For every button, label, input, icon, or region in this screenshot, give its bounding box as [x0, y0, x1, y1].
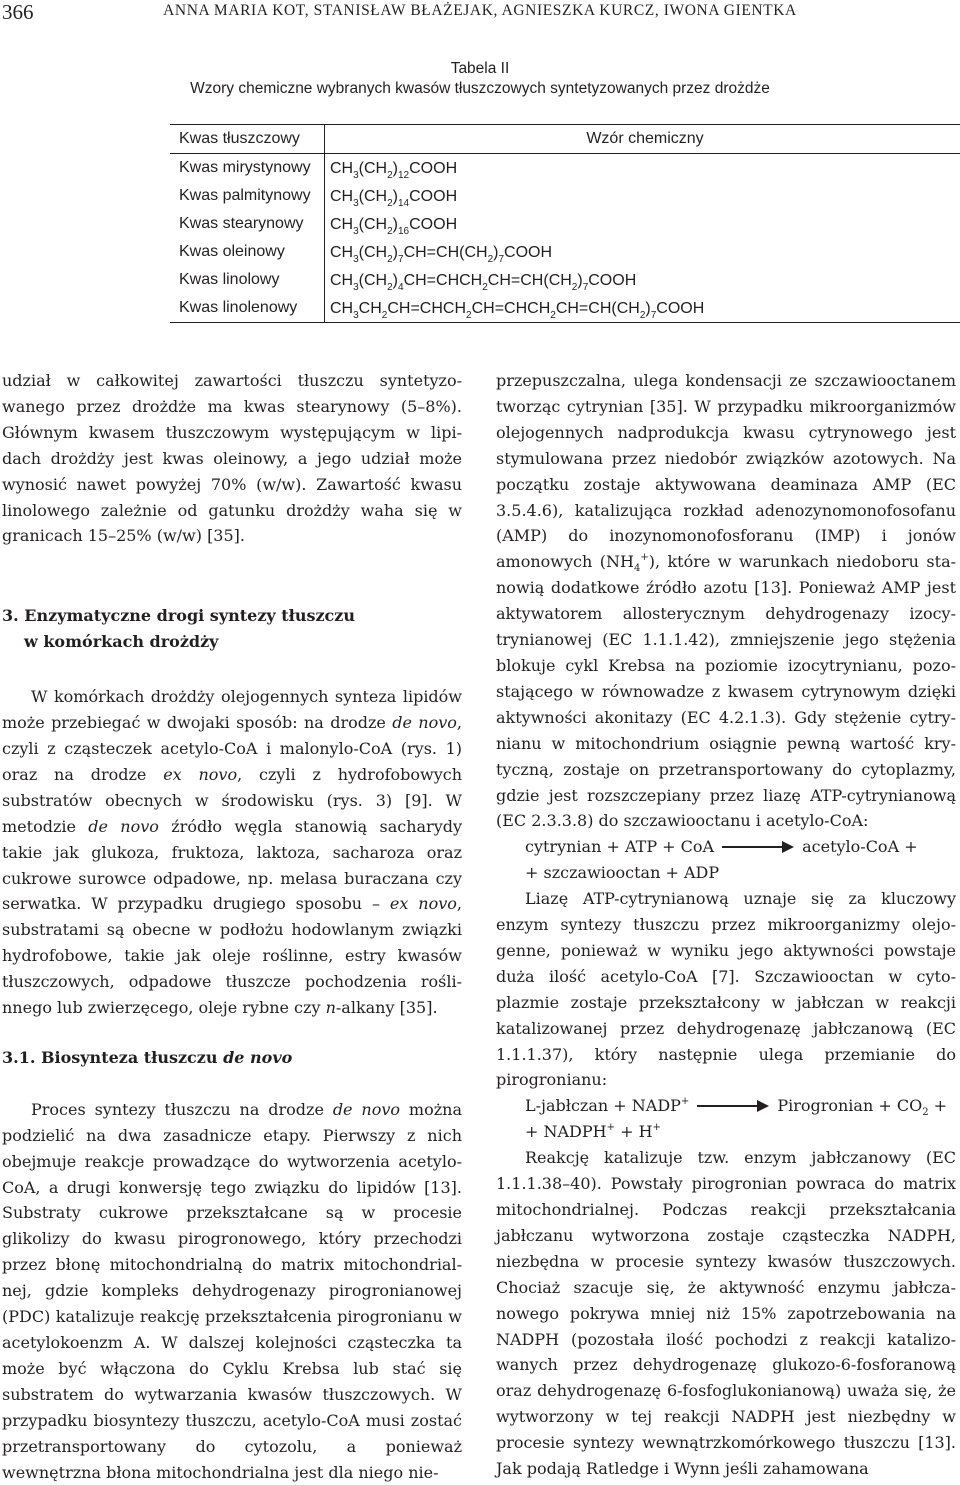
- reaction-arrow-icon: [722, 846, 792, 848]
- table-row: [170, 182, 960, 210]
- table-row: [170, 266, 960, 294]
- table-row: [170, 210, 960, 238]
- chemical-formula: $CH_3CH_2CH=CHCH_2CH=CHCH_2CH=CH(CH_2)_7COOH$: [324, 294, 960, 322]
- table-label: Tabela II: [450, 60, 510, 77]
- paragraph: Liazę ATP-cytrynianową uznaje się za kluczowy enzym syntezy tłuszczu przez mikroorganizmy olejogenne, ponieważ w wyniku jego aktywności powstaje duża ilość acetylo-CoA [7]. Szczawiooctan w cytoplazmie zostaje przekształcony w jabłczan w reakcji katalizowanej przez dehydrogenazę jabłczanową (EC 1.1.1.37), który następnie ulega przemianie do pirogronianu:: [496, 889, 956, 1090]
- page-number: 366: [2, 0, 34, 24]
- right-column: [496, 368, 956, 1482]
- paragraph: Proces syntezy tłuszczu na drodze de novo można podzielić na dwa zasadnicze etapy. Pierwszy z nich obejmuje reakcje prowadzące do wytworzenia acetylo-CoA, a drugi konwersję tego związku do lipidów [13]. Substraty cukrowe przekształcane są w procesie glikolizy do kwasu pirogronowego, który przechodzi przez błonę mitochondrialną do matrix mitochondrialnej, gdzie kompleks dehydrogenazy pirogronianowej (PDC) katalizuje reakcję przekształcenia pirogronianu w acetylokoenzm A. W dalszej kolejności cząsteczka ta może być włączona do Cyklu Krebsa lub stać się substratem do wytwarzania kwasów tłuszczowych. W przypadku biosyntezy tłuszczu, acetylo-CoA musi zostać przetransportowany do cytozolu, a ponieważ wewnętrzna błona mitochondrialna jest dla niego nie-: [2, 1099, 462, 1482]
- chemical-formula: $CH_3(CH_2)_{16}COOH$: [324, 210, 960, 238]
- paragraph: udział w całkowitej zawartości tłuszczu syntetyzowanego przez drożdże ma kwas stearynowy (5–8%). Głównym kwasem tłuszczowym występującym w lipidach drożdży jest kwas oleinowy, a jego udział może wynosić nawet powyżej 70% (w/w). Zawartość kwasu linolowego zależnie od gatunku drożdży waha się w granicach 15–25% (w/w) [35].: [2, 371, 462, 546]
- fatty-acid-name: Kwas oleinowy: [179, 243, 285, 260]
- equation-malic-enzyme: L-jabłczan + NADP+ Pirogronian + $CO_2$ +: [525, 1096, 948, 1119]
- equation-citrate-lyase: cytrynian + ATP + CoA acetylo-CoA +: [525, 837, 918, 857]
- reaction-arrow-icon: [697, 1105, 767, 1107]
- fatty-acid-name: Kwas linolowy: [179, 271, 280, 288]
- left-column: [2, 368, 462, 1485]
- table-caption: Wzory chemiczne wybranych kwasów tłuszczowych syntetyzowanych przez drożdże: [190, 80, 770, 97]
- paragraph: W komórkach drożdży olejogennych synteza lipidów może przebiegać w dwojaki sposób: na drodze de novo, czyli z cząsteczek acetylo-CoA i malonylo-CoA (rys. 1) oraz na drodze ex novo, czyli z hydrofobowych substratów obecnych w środowisku (rys. 3) [9]. W metodzie de novo źródło węgla stanowią sacharydy takie jak glukoza, fruktoza, laktoza, sacharoza oraz cukrowe surowce odpadowe, np. melasa buraczana czy serwatka. W przypadku drugiego sposobu – ex novo, substratami są obecne w podłożu hodowlanym związki hydrofobowe, takie jak oleje roślinne, estry kwasów tłuszczowych, odpadowe tłuszcze pochodzenia roślinnego lub zwierzęcego, oleje rybne czy n-alkany [35].: [2, 687, 463, 1018]
- table-body: [170, 154, 960, 322]
- col-header-formula: Wzór chemiczny: [324, 125, 960, 153]
- table-row: [170, 294, 960, 322]
- section-heading-3: 3. Enzymatyczne drogi syntezy tłuszczu w komórkach drożdży: [2, 606, 355, 652]
- chemical-formula: $CH_3(CH_2)_4CH=CHCH_2CH=CH(CH_2)_7COOH$: [324, 266, 960, 294]
- fatty-acid-formula-table: [170, 124, 960, 323]
- paragraph: Reakcję katalizuje tzw. enzym jabłczanowy (EC 1.1.1.38–40). Powstały pirogronian powraca do matrix mitochondrialnej. Podczas reakcji przekształcania jabłczanu wytworzona zostaje cząsteczka NADPH, niezbędna w procesie syntezy kwasów tłuszczowych. Chociaż szacuje się, że aktywność enzymu jabłczanowego pokrywa mniej niż 15% zapotrzebowania na NADPH (pozostała ilość pochodzi z reakcji katalizowanych przez dehydrogenazę glukozo-6-fosforanową oraz dehydrogenazę 6-fosfoglukonianową) uważa się, że wytworzony w tej reakcji NADPH jest niezbędny w procesie syntezy wewnątrzkomórkowego tłuszczu [13]. Jak podają Ratledge i Wynn jeśli zahamowana: [496, 1148, 956, 1479]
- chemical-formula: $CH_3(CH_2)_7CH=CH(CH_2)_7COOH$: [324, 238, 960, 266]
- fatty-acid-name: Kwas stearynowy: [179, 215, 304, 232]
- fatty-acid-name: Kwas palmitynowy: [179, 187, 311, 204]
- table-row: [170, 154, 960, 182]
- running-header-authors: ANNA MARIA KOT, STANISŁAW BŁAŻEJAK, AGNIESZKA KURCZ, IWONA GIENTKA: [163, 2, 797, 19]
- chemical-formula: $CH_3(CH_2)_{14}COOH$: [324, 182, 960, 210]
- section-heading-3-1: 3.1. Biosynteza tłuszczu de novo: [2, 1047, 293, 1067]
- equation-malic-enzyme-line2: + NADPH+ + H+: [525, 1122, 661, 1142]
- col-header-fatty-acid: Kwas tłuszczowy: [179, 130, 300, 147]
- table-row: [170, 238, 960, 266]
- paragraph: przepuszczalna, ulega kondensacji ze szczawiooctanem tworząc cytrynian [35]. W przypadku mikroorganizmów olejogennych nadprodukcja kwasu cytrynowego jest stymulowana przez niedobór związków azotowych. Na początku zostaje aktywowana deaminaza AMP (EC 3.5.4.6), katalizująca rozkład adenozynomonofosofanu (AMP) do inozynomonofosforanu (IMP) i jonów amonowych $(NH_4^+)$, które w warunkach niedoboru stanowią dodatkowe źródło azotu [13]. Ponieważ AMP jest aktywatorem allosterycznym dehydrogenazy izocytrynianowej (EC 1.1.1.42), zmniejszenie jego stężenia blokuje cykl Krebsa na poziomie izocytrynianu, pozostającego w równowadze z kwasem cytrynowym dzięki aktywności akonitazy (EC 4.2.1.3). Gdy stężenie cytrynianu w mitochondrium osiągnie pewną wartość krytyczną, zostaje on przetransportowany do cytoplazmy, gdzie jest rozszczepiany przez liazę ATP-cytrynianową (EC 2.3.3.8) do szczawiooctanu i acetylo-CoA:: [496, 371, 957, 831]
- chemical-formula: $CH_3(CH_2)_{12}COOH$: [324, 154, 960, 182]
- table-header-row: [170, 125, 960, 154]
- fatty-acid-name: Kwas mirystynowy: [179, 159, 311, 176]
- equation-citrate-lyase-line2: + szczawiooctan + ADP: [525, 863, 720, 883]
- fatty-acid-name: Kwas linolenowy: [179, 299, 298, 316]
